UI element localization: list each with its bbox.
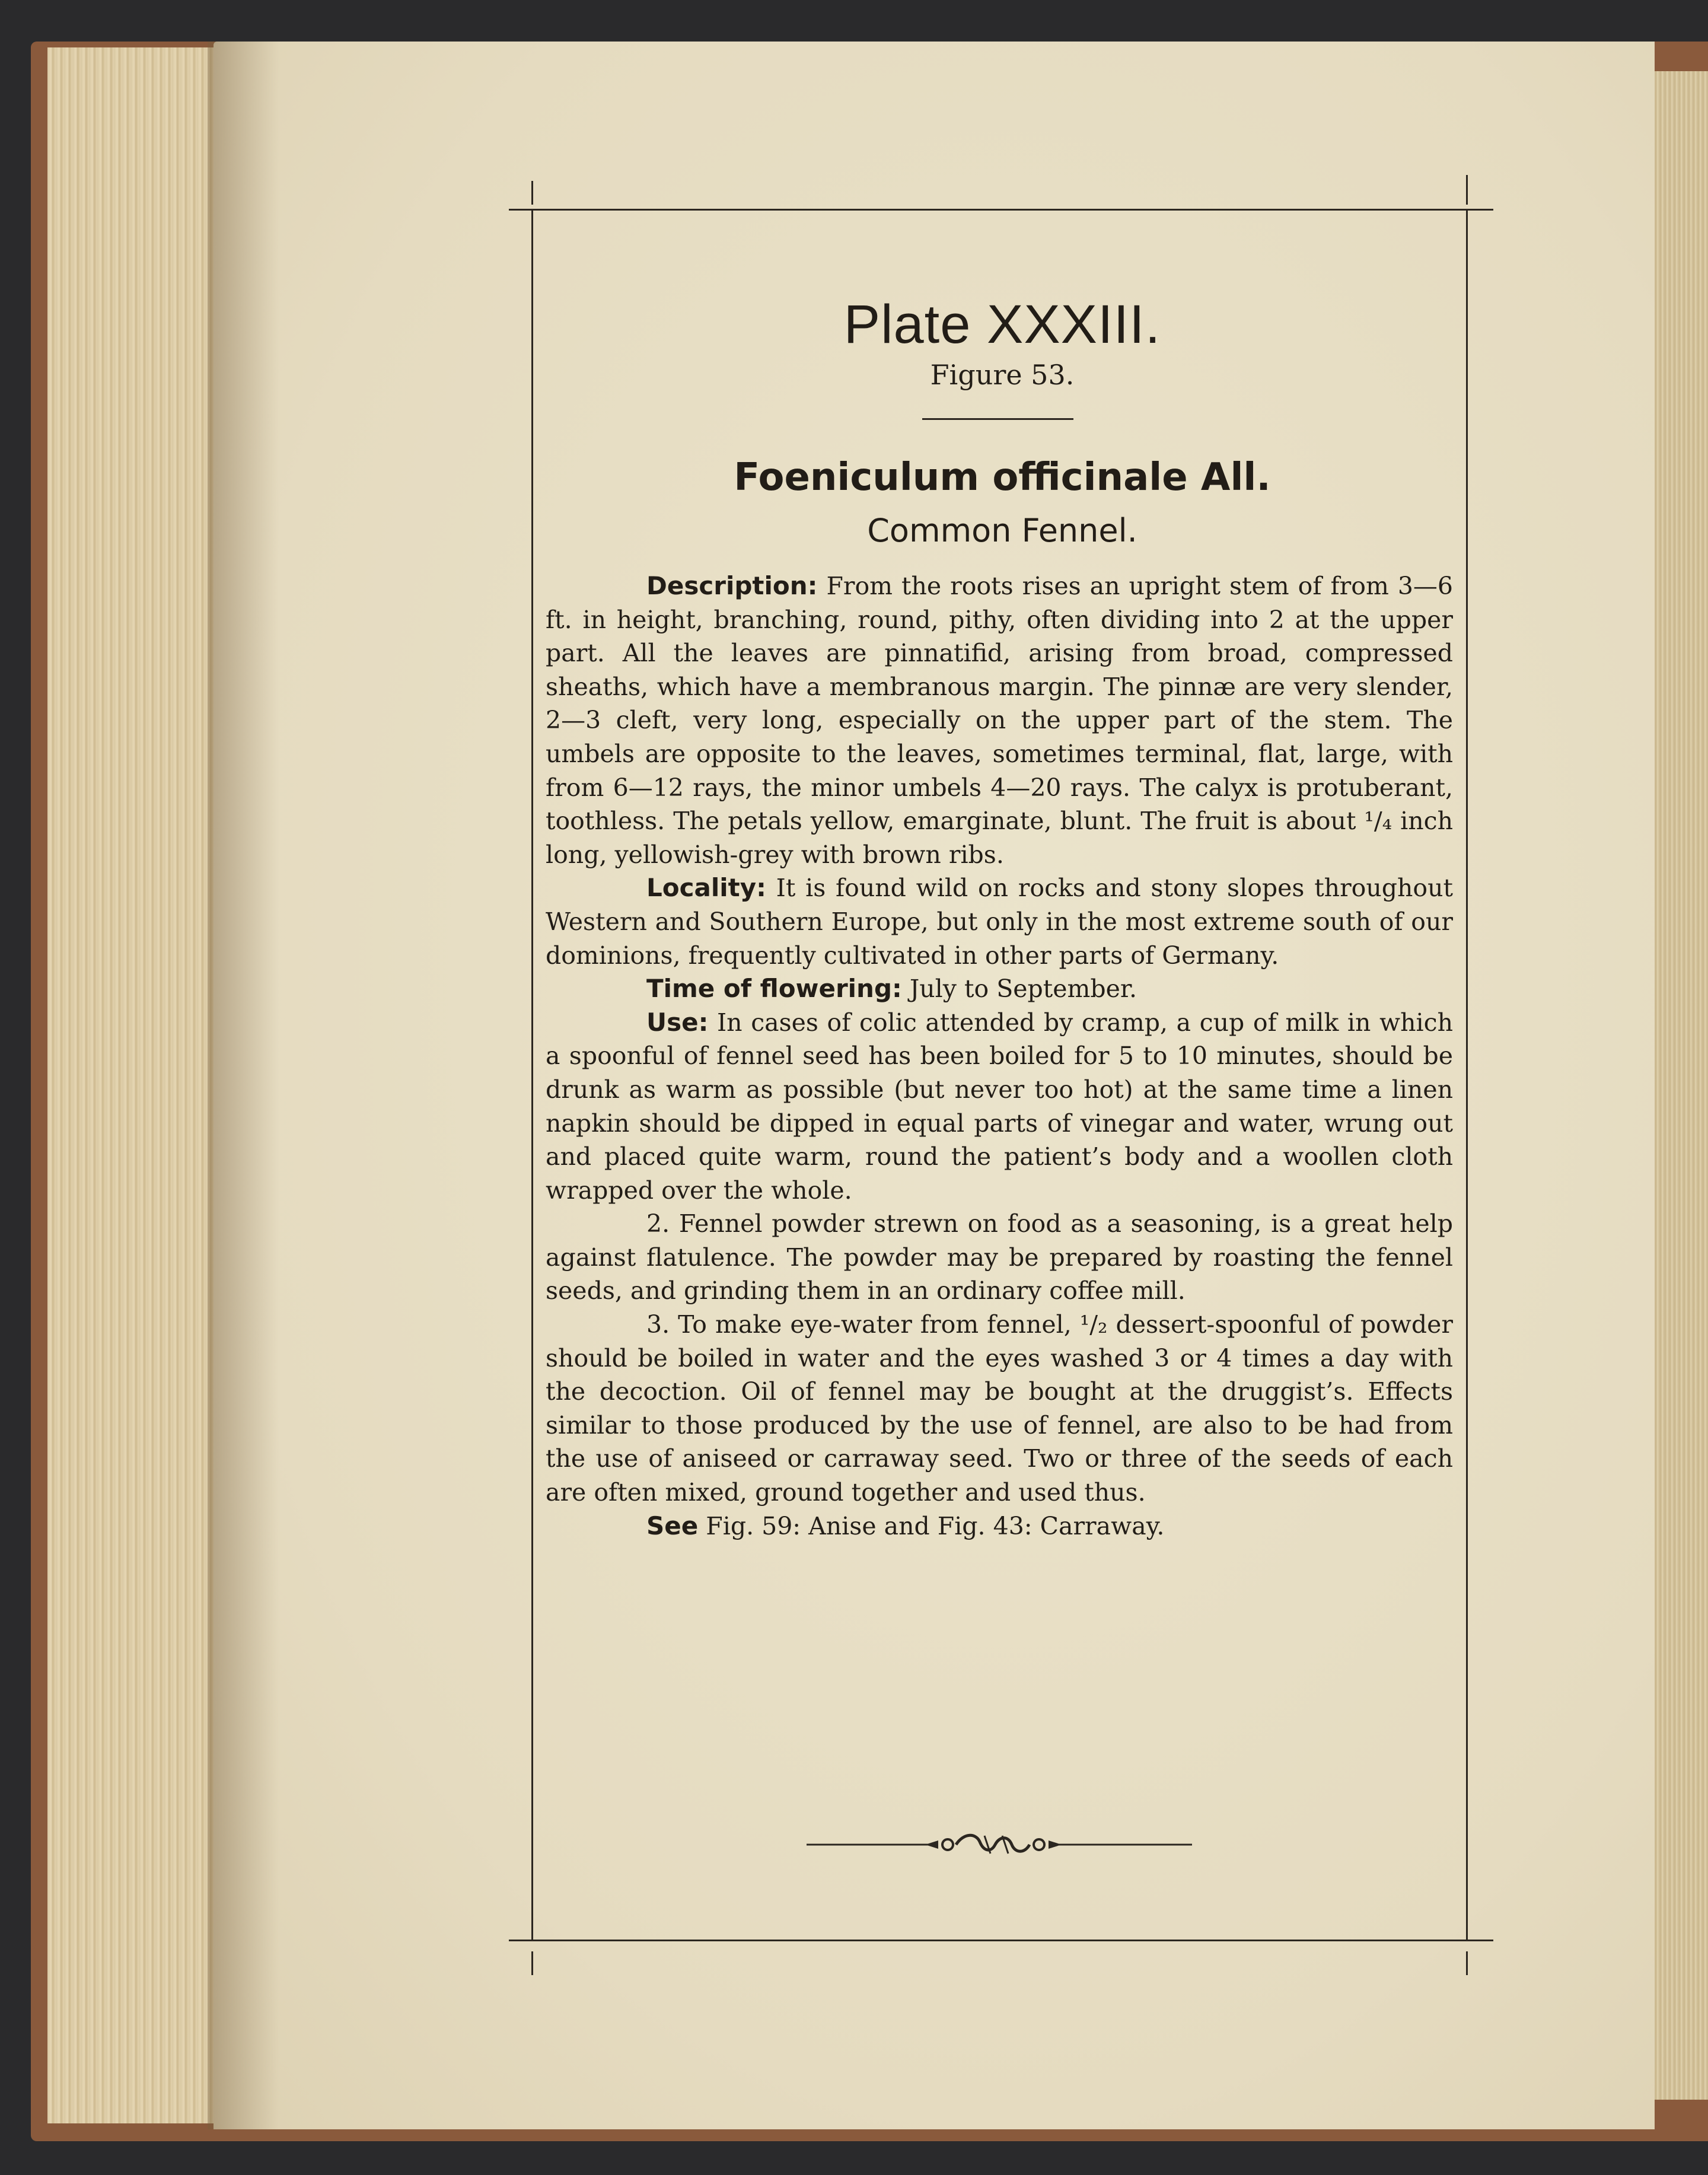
species-common-name: Common Fennel. xyxy=(867,512,1137,549)
frame-right-rule xyxy=(1466,209,1468,1941)
description-paragraph xyxy=(546,569,1453,871)
locality-text: It is found wild on rocks and stony slopes throughout Western and Southern Europe, but only in the most extreme south of our dominions, frequently cultivated in other parts of Germany. xyxy=(546,874,1453,970)
spine-shadow xyxy=(208,42,279,2129)
page-edges xyxy=(47,47,225,2123)
use-paragraph-2: 2. Fennel powder strewn on food as a seasoning, is a great help against flatulence. The powder may be prepared by roasting the fennel seeds, and grinding them in an ordinary coffee mill. xyxy=(546,1209,1453,1305)
use-paragraph xyxy=(546,1006,1453,1208)
use-text: In cases of colic attended by cramp, a cup of milk in which a spoonful of fennel seed has been boiled for 5 to 10 minutes, should be drunk as warm as possible (but never too hot) at the same time a linen napkin should be dipped in equal parts of vinegar and water, wrung out and placed quite warm, round the patient’s body and a woollen cloth wrapped over the whole. xyxy=(546,1008,1453,1205)
frame-tick-top-left xyxy=(531,181,533,205)
title-divider xyxy=(922,418,1073,420)
frame-tick-bottom-left xyxy=(531,1951,533,1975)
see-also-label: See xyxy=(646,1511,699,1540)
species-latin-name: Foeniculum officinale All. xyxy=(734,456,1271,499)
plate-title: Plate XXXIII. xyxy=(843,294,1161,355)
frame-tick-top-right xyxy=(1466,175,1468,205)
description-text: From the roots rises an upright stem of from 3—6 ft. in height, branching, round, pithy, often dividing into 2 at the upper part. All the leaves are pinnatifid, arising from broad, compressed sheaths, which have a membranous margin. The pinnæ are very slender, 2—3 cleft, very long, especially on the upper part of the stem. The umbels are opposite to the leaves, sometimes terminal, flat, large, with from 6—12 rays, the minor umbels 4—20 rays. The calyx is protuberant, toothless. The petals yellow, emarginate, blunt. The fruit is about ¹/₄ inch long, yellowish-grey with brown ribs. xyxy=(546,572,1453,869)
frame-left-rule xyxy=(531,209,533,1941)
flowering-text: July to September. xyxy=(901,975,1137,1004)
locality-paragraph xyxy=(546,871,1453,972)
frame-top-rule xyxy=(509,209,1493,211)
use-paragraph-3: 3. To make eye-water from fennel, ¹/₂ dessert-spoonful of powder should be boiled in water and the eyes washed 3 or 4 times a day with the decoction. Oil of fennel may be bought at the druggist’s. Effects similar to those produced by the use of fennel, are also to be had from the use of aniseed or carraway seed. Two or three of the seeds of each are often mixed, ground together and used thus. xyxy=(546,1310,1453,1507)
right-page-edges xyxy=(1649,71,1708,2100)
frame-bottom-rule xyxy=(509,1940,1493,1941)
locality-label: Locality: xyxy=(646,873,766,903)
description-label: Description: xyxy=(646,571,818,600)
see-also-text: Fig. 59: Anise and Fig. 43: Carraway. xyxy=(698,1511,1165,1540)
figure-label: Figure 53. xyxy=(930,359,1075,391)
decorative-flourish-icon xyxy=(807,1830,1192,1859)
plate-body-text xyxy=(546,569,1453,1543)
frame-tick-bottom-right xyxy=(1466,1951,1468,1975)
flowering-paragraph xyxy=(546,972,1453,1006)
use-label: Use: xyxy=(646,1007,709,1037)
see-also-paragraph xyxy=(546,1510,1453,1543)
flowering-label: Time of flowering: xyxy=(646,974,902,1004)
